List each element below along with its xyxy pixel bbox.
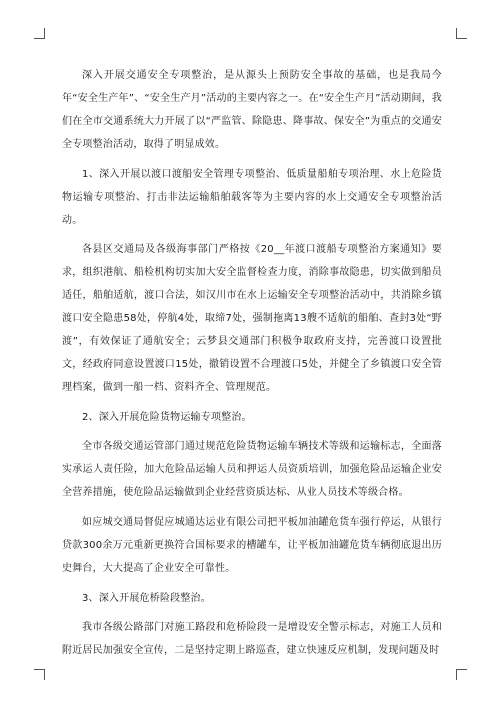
crop-mark-top-left bbox=[34, 28, 45, 39]
crop-mark-top-right bbox=[456, 28, 467, 39]
body-paragraph: 全市各级交通运管部门通过规范危险货物运输车辆技术等级和运输标志，全面落实承运人责任险，加大危险品运输人员和押运人员资质培训，加强危险品运输企业安全营养措施，使危险品运输做到企业经营资质达标、从业人员技术等级合格。 bbox=[62, 441, 442, 498]
intro-paragraph: 深入开展交通安全专项整治，是从源头上预防安全事故的基础，也是我局今年“安全生产年”、“安全生产月”活动的主要内容之一。在“安全生产月”活动期间，我们在全市交通系统大力开展了以“严监管、除隐患、降事故、保安全”为重点的交通安全专项整治活动，取得了明显成效。 bbox=[62, 70, 442, 150]
body-paragraph: 我市各级公路部门对施工路段和危桥险段一是增设安全警示标志，对施工人员和附近居民加强安全宣传，二是坚持定期上路巡查，建立快速反应机制，发现问题及时 bbox=[62, 622, 442, 656]
document-body bbox=[62, 64, 442, 669]
crop-mark-bottom-left bbox=[34, 669, 45, 680]
section-heading-3: 3、深入开展危桥险段整治。 bbox=[82, 593, 211, 604]
section-heading-1: 1、深入开展以渡口渡船安全管理专项整治、低质量船舶专项治理、水上危险货物运输专项整治、打击非法运输船舶载客等为主要内容的水上交通安全专项整治活动。 bbox=[62, 169, 442, 226]
body-paragraph: 各县区交通局及各级海事部门严格按《20__年渡口渡船专项整治方案通知》要求，组织港航、船检机构切实加大安全监督检查力度，消除事故隐患，切实做到船员适任，船舶适航，渡口合法，如汉川市在水上运输安全专项整治活动中，共消除乡镇渡口安全隐患58处，停航4处，取缔7处，强制拖离13艘不适航的船舶、查封3处“野渡”，有效保证了通航安全；云梦县交通部门积极争取政府支持，完善渡口设置批文，经政府同意设置渡口15处，撤销设置不合理渡口5处，并健全了乡镇渡口安全管理档案，做到一船一档、资料齐全、管理规范。 bbox=[62, 244, 442, 393]
section-heading-2: 2、深入开展危险货物运输专项整治。 bbox=[82, 412, 252, 423]
body-paragraph: 如应城交通局督促应城通达运业有限公司把平板加油罐危货车强行停运，从银行贷款300余万元重新更换符合国标要求的槽罐车，让平板加油罐危货车辆彻底退出历史舞台，大大提高了企业安全可靠性。 bbox=[62, 517, 442, 574]
crop-mark-bottom-right bbox=[456, 669, 467, 680]
